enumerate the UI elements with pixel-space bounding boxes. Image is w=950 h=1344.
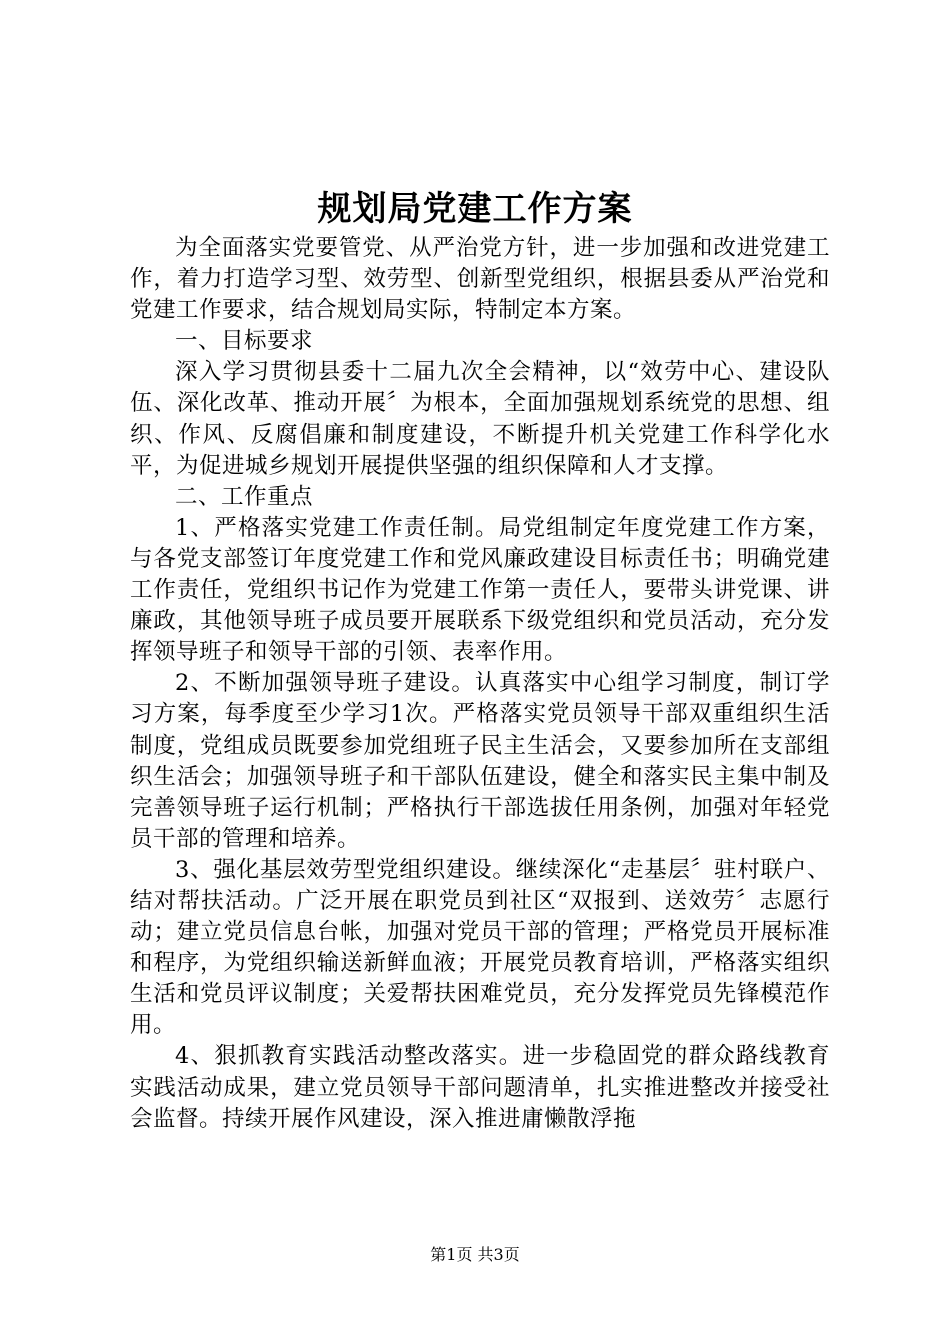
focus-item-1: 1、严格落实党建工作责任制。局党组制定年度党建工作方案，与各党支部签订年度党建工作和党风廉政建设目标责任书；明确党建工作责任，党组织书记作为党建工作第一责任人，要带头讲党课、讲廉政，其他领导班子成员要开展联系下级党组织和党员活动，充分发挥领导班子和领导干部的引领、表率作用。 — [130, 514, 830, 666]
intro-paragraph: 为全面落实党要管党、从严治党方针，进一步加强和改进党建工作，着力打造学习型、效劳型、创新型党组织，根据县委从严治党和党建工作要求，结合规划局实际，特制定本方案。 — [130, 235, 830, 324]
document-title: 规划局党建工作方案 — [317, 189, 633, 229]
focus-item-2: 2、不断加强领导班子建设。认真落实中心组学习制度，制订学习方案，每季度至少学习1次。严格落实党员领导干部双重组织生活制度，党组成员既要参加党组班子民主生活会，又要参加所在支部组织生活会；加强领导班子和干部队伍建设，健全和落实民主集中制及完善领导班子运行机制；严格执行干部选拔任用条例，加强对年轻党员干部的管理和培养。 — [130, 670, 830, 852]
focus-item-4: 4、狠抓教育实践活动整改落实。进一步稳固党的群众路线教育实践活动成果，建立党员领导干部问题清单，扎实推进整改并接受社会监督。持续开展作风建设，深入推进庸懒散浮拖 — [130, 1043, 830, 1132]
section-heading-focus: 二、工作重点 — [175, 483, 314, 510]
document-body — [130, 233, 830, 1135]
section-heading-goals: 一、目标要求 — [175, 328, 314, 355]
goals-paragraph: 深入学习贯彻县委十二届九次全会精神，以“效劳中心、建设队伍、深化改革、推动开展〞为根本，全面加强规划系统党的思想、组织、作风、反腐倡廉和制度建设，不断提升机关党建工作科学化水平，为促进城乡规划开展提供坚强的组织保障和人才支撑。 — [130, 359, 830, 479]
focus-item-3: 3、强化基层效劳型党组织建设。继续深化“走基层〞驻村联户、结对帮扶活动。广泛开展在职党员到社区“双报到、送效劳〞志愿行动；建立党员信息台帐，加强对党员干部的管理；严格党员开展标准和程序，为党组织输送新鲜血液；开展党员教育培训，严格落实组织生活和党员评议制度；关爱帮扶困难党员，充分发挥党员先锋模范作用。 — [130, 856, 830, 1039]
page-footer: 第1页 共3页 — [430, 1245, 520, 1264]
